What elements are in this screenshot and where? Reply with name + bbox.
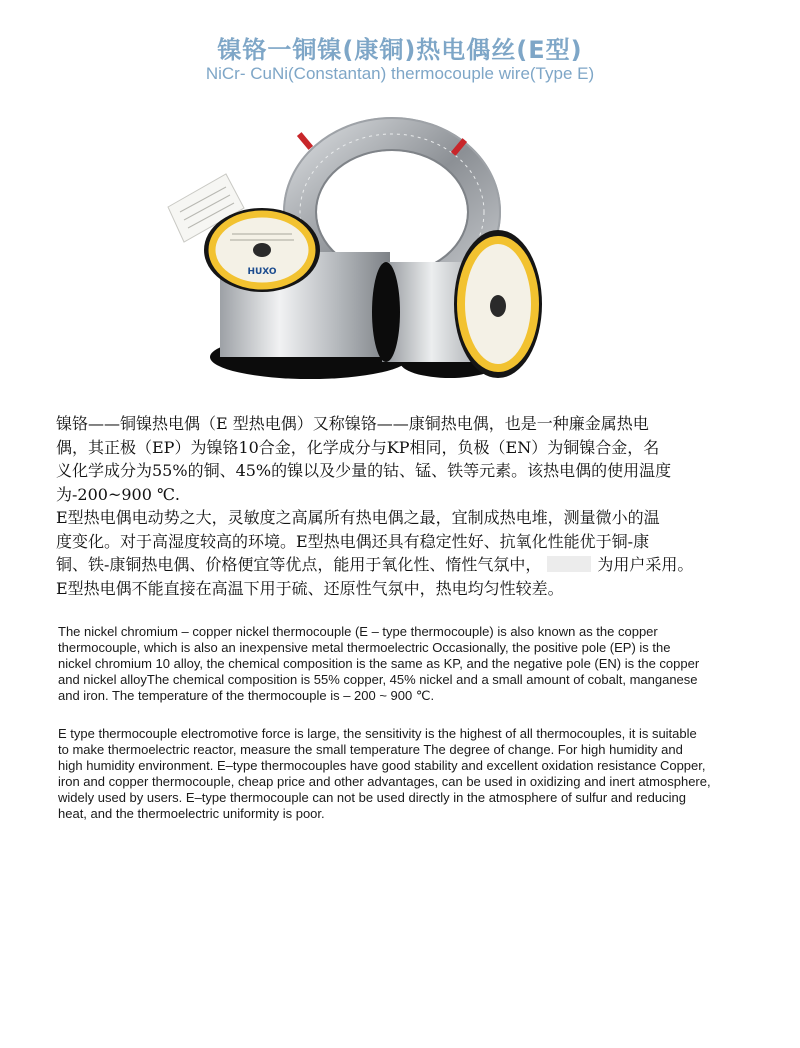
chinese-text-line-redacted — [56, 553, 756, 577]
english-text-line: to make thermoelectric reactor, measure the small temperature The degree of change. For high humidity and — [58, 742, 683, 757]
english-text-line: thermocouple, which is also an inexpensive metal thermoelectric Occasionally, the positive pole (EP) is the — [58, 640, 671, 655]
english-text-line: heat, and the thermoelectric uniformity is poor. — [58, 806, 325, 821]
english-description-paragraph-2 — [58, 726, 748, 822]
english-text-line: nickel chromium 10 alloy, the chemical composition is the same as KP, and the negative pole (EN) is the copper — [58, 656, 700, 671]
english-text-line: E type thermocouple electromotive force is large, the sensitivity is the highest of all thermocouples, it is suitable — [58, 726, 697, 741]
english-description-paragraph-1 — [58, 624, 748, 704]
chinese-description — [56, 412, 756, 600]
spool-brand-label: HUXO — [247, 267, 277, 277]
english-text-line: The nickel chromium – copper nickel thermocouple (E – type thermocouple) is also known as the copper — [58, 624, 658, 639]
chinese-text-line: E型热电偶不能直接在高温下用于硫、还原性气氛中，热电均匀性较差。 — [56, 578, 564, 598]
chinese-text-line: E型热电偶电动势之大，灵敏度之高属所有热电偶之最，宜制成热电堆，测量微小的温 — [56, 508, 660, 527]
chinese-text-line: 偶，其正极（EP）为镍铬10合金，化学成分与KP相同，负极（EN）为铜镍合金，名 — [56, 437, 660, 457]
chinese-text-line: 度变化。对于高湿度较高的环境。E型热电偶还具有稳定性好、抗氧化性能优于铜-康 — [56, 531, 650, 551]
chinese-text-line: 镍铬——铜镍热电偶（E 型热电偶）又称镍铬——康铜热电偶，也是一种廉金属热电 — [56, 414, 649, 433]
chinese-text-fragment: 铜、铁-康铜热电偶、价格便宜等优点，能用于氧化性、惰性气氛中， — [56, 555, 542, 574]
english-text-line: high humidity environment. E–type thermocouples have good stability and excellent oxidation resistance Copper, — [58, 758, 706, 773]
english-text-line: iron and copper thermocouple, cheap price and other advantages, can be used in oxidizing and inert atmosphere, — [58, 774, 711, 789]
chinese-text-line: 义化学成分为55%的铜、45%的镍以及少量的钴、锰、铁等元素。该热电偶的使用温度 — [56, 461, 672, 480]
english-text-line: widely used by users. E–type thermocouple can not be used directly in the atmosphere of sulfur and reducing — [58, 790, 686, 805]
chinese-text-line: 为-200~900 ℃. — [56, 484, 180, 504]
redacted-box — [547, 556, 591, 572]
english-text-line: and nickel alloyThe chemical composition is 55% copper, 45% nickel and a small amount of cobalt, manganese — [58, 672, 698, 687]
page-title-english: NiCr- CuNi(Constantan) thermocouple wire(Type E) — [205, 64, 595, 83]
page-title-chinese: 镍铬一铜镍(康铜)热电偶丝(E型) — [217, 36, 583, 64]
chinese-text-fragment: 为用户采用。 — [597, 555, 694, 574]
wire-spools-photo — [160, 112, 560, 397]
english-text-line: and iron. The temperature of the thermocouple is – 200 ~ 900 ℃. — [58, 688, 435, 703]
